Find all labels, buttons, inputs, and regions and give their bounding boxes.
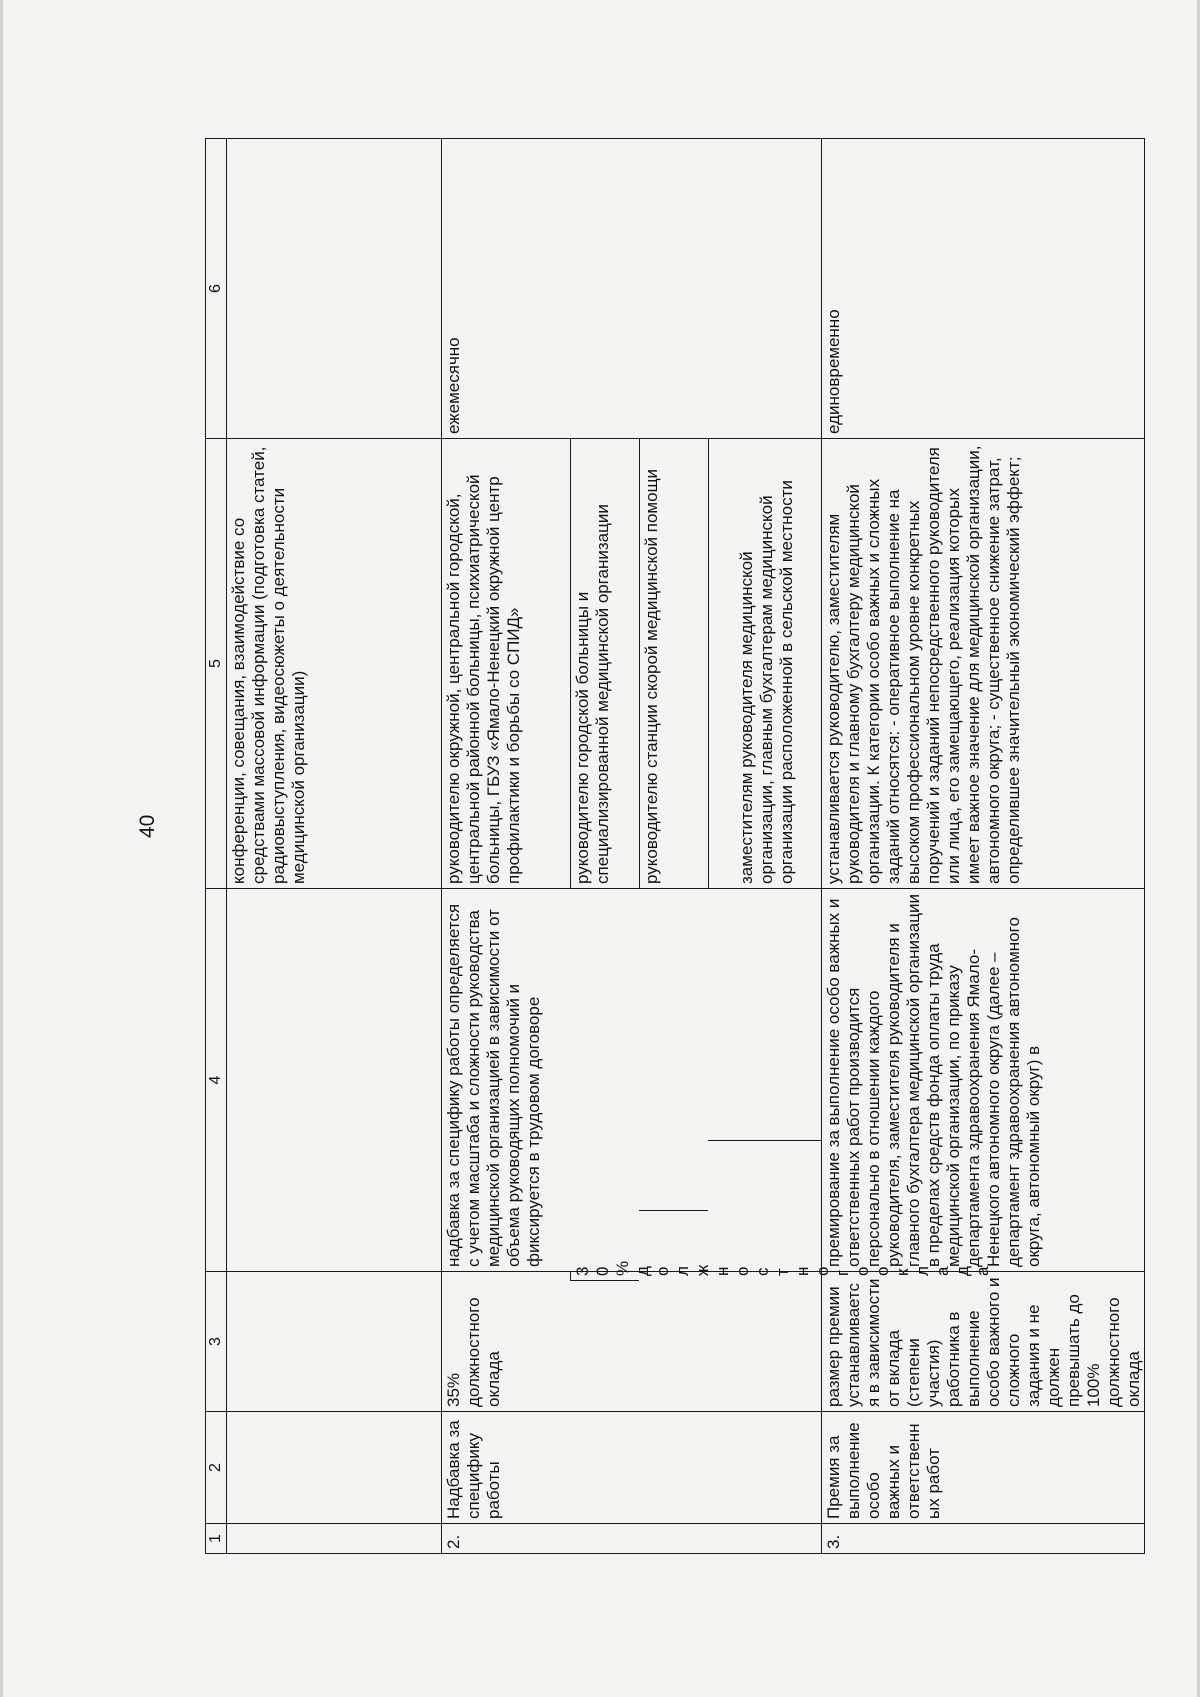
page-number: 40 bbox=[136, 814, 159, 838]
recipient-2: руководителю городской больницы и специализированной медицинской организации bbox=[573, 504, 612, 884]
allowance-table bbox=[205, 138, 1145, 1554]
header-cell-1: 1 bbox=[206, 1524, 227, 1554]
amount-30: 30% должностного оклада bbox=[573, 1260, 992, 1276]
table-row bbox=[442, 139, 822, 1554]
header-cell-2: 2 bbox=[206, 1412, 227, 1524]
rotated-table-container bbox=[205, 139, 1143, 1554]
amount-35: 35% должностного оклада bbox=[444, 1297, 503, 1407]
recipient-3: руководителю станции скорой медицинской помощи bbox=[642, 468, 661, 884]
header-row bbox=[206, 139, 227, 1554]
row-number: 3. bbox=[822, 1524, 1145, 1554]
payment-conditions: надбавка за специфику работы определяется с учетом масштаба и сложности руководства медицинской организацией в зависимости от объема руководящих полномочий и фиксируется в трудовом договоре bbox=[442, 889, 822, 1272]
recipients bbox=[442, 439, 822, 889]
header-cell-4: 4 bbox=[206, 889, 227, 1272]
payment-frequency: ежемесячно bbox=[442, 139, 822, 439]
row-number: 2. bbox=[442, 1524, 822, 1554]
header-cell-3: 3 bbox=[206, 1272, 227, 1412]
table-row bbox=[822, 139, 1145, 1554]
continuation-text: конференции, совещания, взаимодействие со средствами массовой информации (подготовка статей, радиовыступления, видеосюжеты о деятельности медицинской организации) bbox=[227, 439, 442, 889]
scan-edge-left bbox=[0, 0, 3, 1697]
payment-name: Премия за выполнение особо важных и ответственных работ bbox=[822, 1412, 1145, 1524]
payment-frequency: единовременно bbox=[822, 139, 1145, 439]
header-cell-6: 6 bbox=[206, 139, 227, 439]
payment-description: устанавливается руководителю, заместителям руководителя и главному бухгалтеру медицинской организации. К категории особо важных и сложных заданий относятся: - оперативное выполнение на высоком профессиональном уровне конкретных поручений и заданий непосредственного руководителя или лица, его замещающего, реализация которых имеет важное значение для медицинской организации, автономного округа; - существенное снижение затрат, определившее значительный экономический эффект; bbox=[822, 439, 1145, 889]
payment-amount: размер премии устанавливается в зависимости от вклада (степени участия) работника в выполнение особо важного и сложного задания и не должен превышать до 100% должностного оклада bbox=[822, 1272, 1145, 1412]
payment-name: Надбавка за специфику работы bbox=[442, 1412, 822, 1524]
recipient-1: руководителю окружной, центральной городской, центральной районной больницы, психиатрической больницы, ГБУЗ «Ямало-Ненецкий окружной центр профилактики и борьбы со СПИД» bbox=[444, 474, 523, 884]
header-cell-5: 5 bbox=[206, 439, 227, 889]
recipient-4: заместителям руководителя медицинской организации, главным бухгалтерам медицинской организации расположенной в сельской местности bbox=[737, 480, 796, 884]
payment-conditions: премирование за выполнение особо важных и ответственных работ производится персонально в отношении каждого руководителя, заместителя руководителя и главного бухгалтера медицинской организации в пределах средств фонда оплаты труда медицинской организации, по приказу департамента здравоохранения Ямало-Ненецкого автономного округа (далее – департамент здравоохранения автономного округа, автономный округ) в bbox=[822, 889, 1145, 1272]
continuation-row bbox=[227, 139, 442, 1554]
